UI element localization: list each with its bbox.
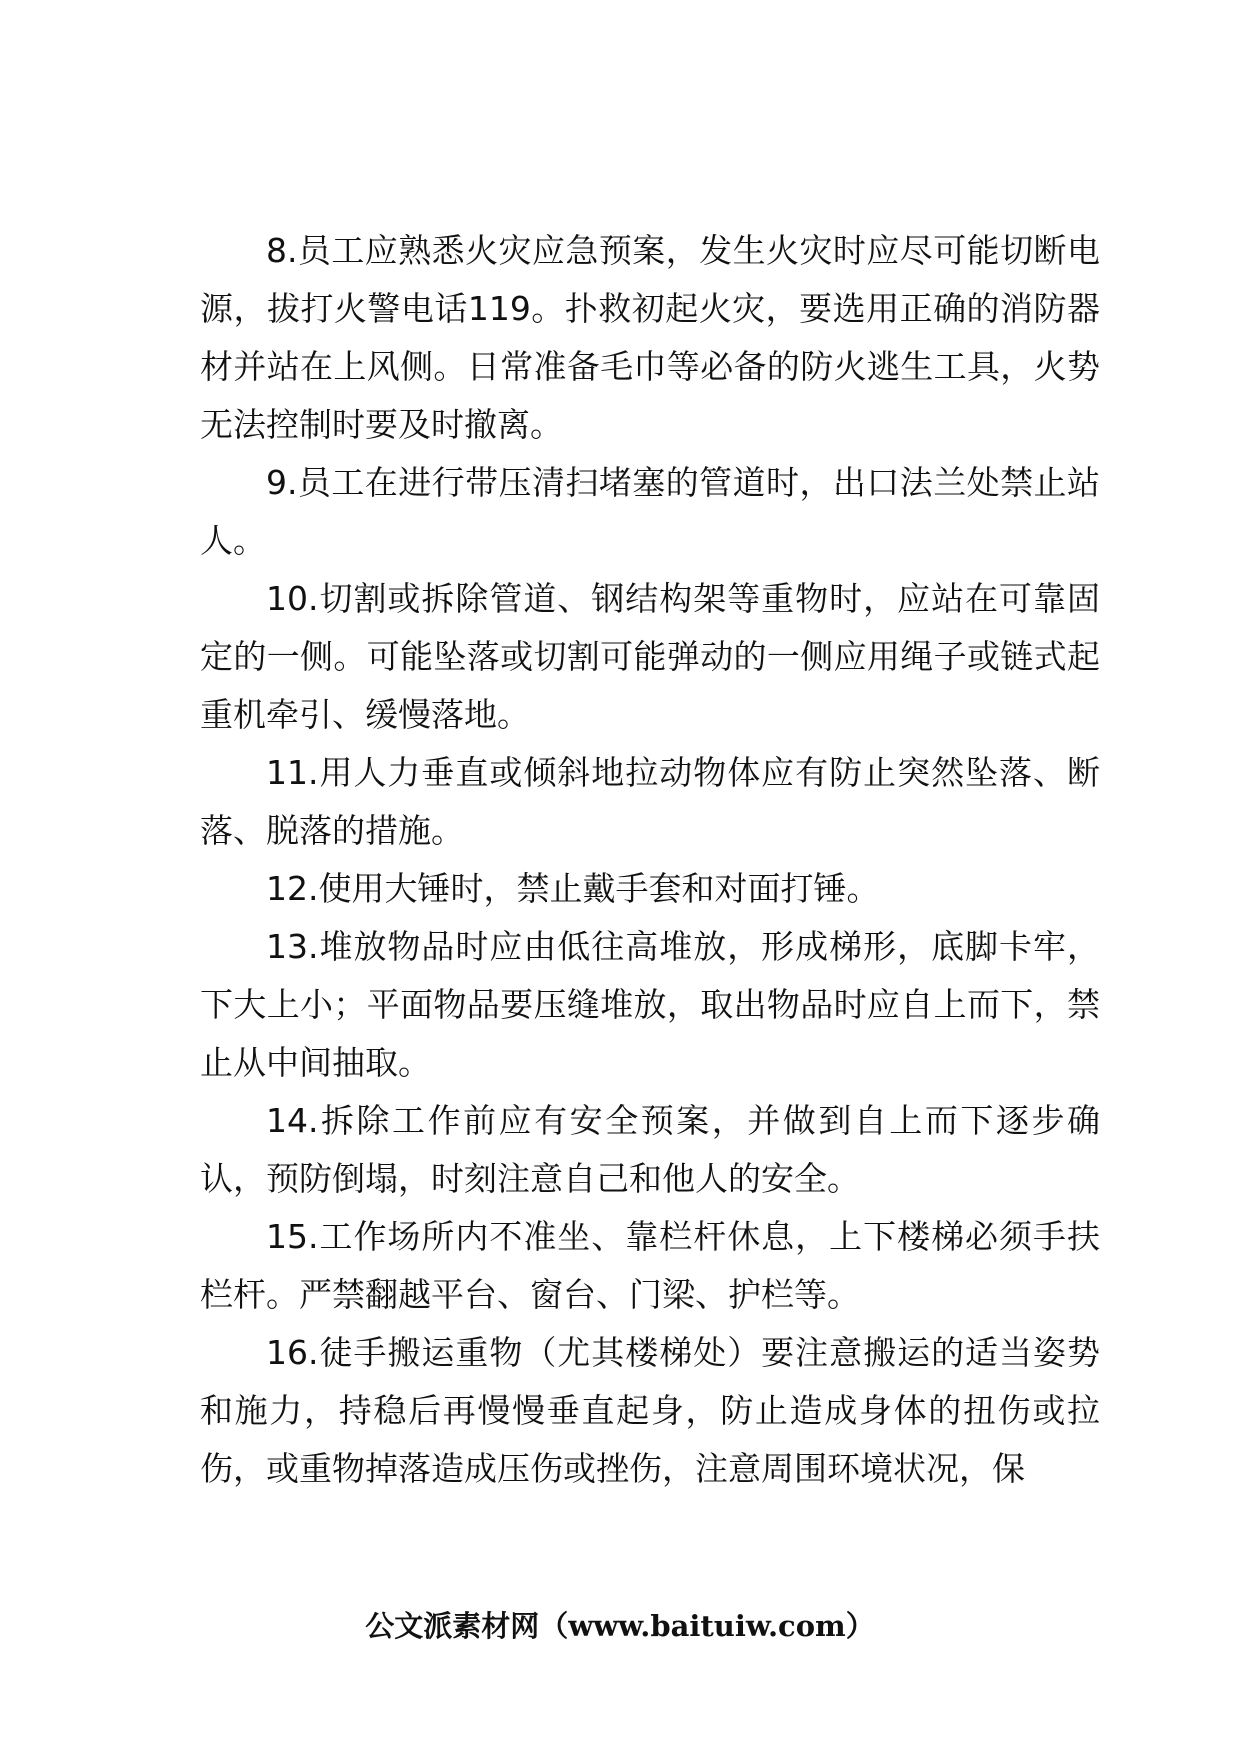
paragraph-item-8: 8.员工应熟悉火灾应急预案，发生火灾时应尽可能切断电源，拔打火警电话119。扑救初起火灾，要选用正确的消防器材并站在上风侧。日常准备毛巾等必备的防火逃生工具，火势无法控制时要及时撤离。 <box>200 231 1100 444</box>
paragraph-item-9: 9.员工在进行带压清扫堵塞的管道时，出口法兰处禁止站人。 <box>200 463 1100 560</box>
paragraph-item-13: 13.堆放物品时应由低往高堆放，形成梯形，底脚卡牢，下大上小；平面物品要压缝堆放，取出物品时应自上而下，禁止从中间抽取。 <box>200 927 1100 1082</box>
paragraph-item-10: 10.切割或拆除管道、钢结构架等重物时，应站在可靠固定的一侧。可能坠落或切割可能弹动的一侧应用绳子或链式起重机牵引、缓慢落地。 <box>200 579 1100 734</box>
paragraph-item-11: 11.用人力垂直或倾斜地拉动物体应有防止突然坠落、断落、脱落的措施。 <box>200 753 1100 850</box>
paragraph-item-16: 16.徒手搬运重物（尤其楼梯处）要注意搬运的适当姿势和施力，持稳后再慢慢垂直起身，防止造成身体的扭伤或拉伤，或重物掉落造成压伤或挫伤，注意周围环境状况，保 <box>200 1333 1100 1488</box>
page-footer-source: 公文派素材网（www.baituiw.com） <box>365 1609 875 1643</box>
paragraph-item-12: 12.使用大锤时，禁止戴手套和对面打锤。 <box>266 869 880 908</box>
paragraph-item-15: 15.工作场所内不准坐、靠栏杆休息，上下楼梯必须手扶栏杆。严禁翻越平台、窗台、门梁、护栏等。 <box>200 1217 1100 1314</box>
document-body <box>200 222 1100 1498</box>
paragraph-item-14: 14.拆除工作前应有安全预案，并做到自上而下逐步确认，预防倒塌，时刻注意自己和他人的安全。 <box>200 1101 1100 1198</box>
